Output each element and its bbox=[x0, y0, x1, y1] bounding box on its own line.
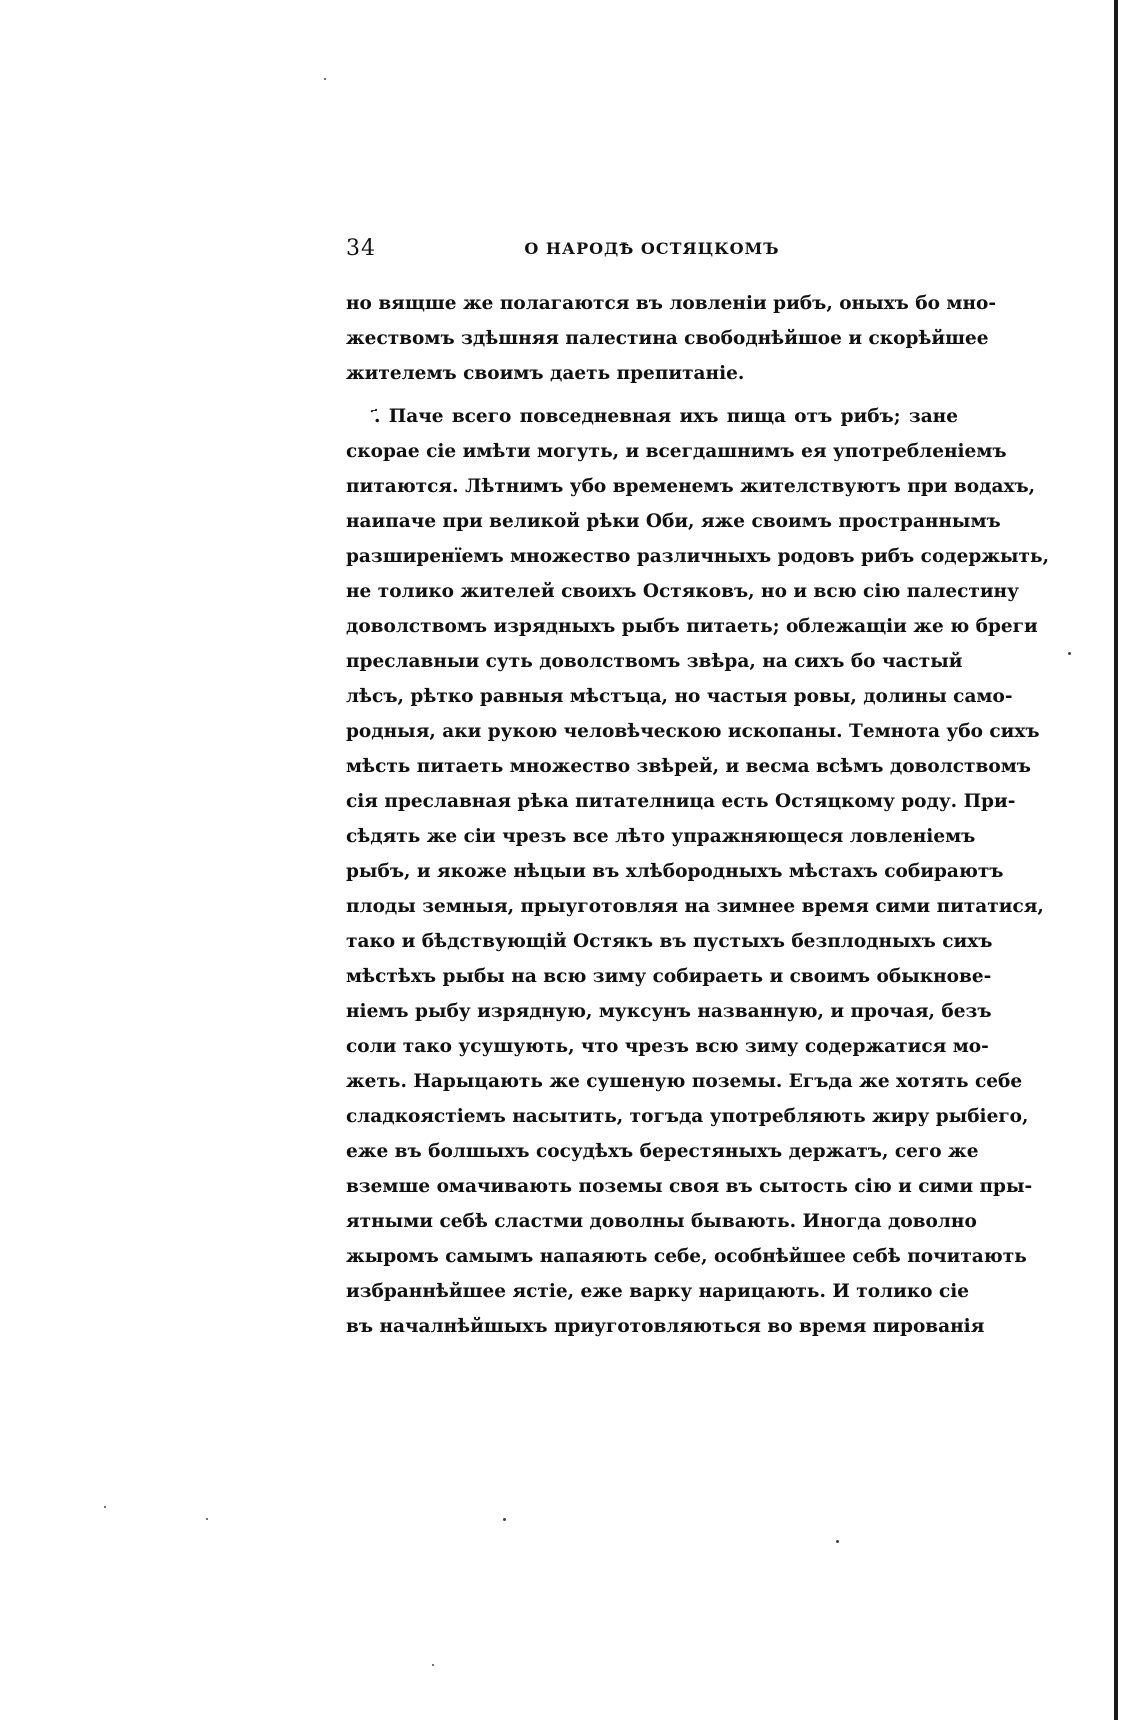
body-text bbox=[346, 286, 1050, 1344]
text-line: доволствомъ изрядныхъ рыбъ питаеть; облежащіи же ю бреги bbox=[346, 616, 1038, 637]
text-line: рыбъ, и якоже нѣцыи въ хлѣбородныхъ мѣстахъ собираютъ bbox=[346, 861, 1004, 882]
text-line: жыромъ самымъ напаяють себе, особнѣйшее себѣ почитають bbox=[346, 1246, 1027, 1267]
text-line: жителемъ своимъ даеть препитаніе. bbox=[346, 363, 745, 384]
running-head: О НАРОДѢ ОСТЯЦКОМЪ bbox=[524, 239, 780, 258]
text-line: наипаче при великой рѣки Оби, яже своимъ пространнымъ bbox=[346, 511, 1001, 532]
text-line: сія преславная рѣка питателница есть Остяцкому роду. При- bbox=[346, 791, 1016, 812]
scan-speck bbox=[1068, 652, 1071, 655]
text-line: родныя, аки рукою человѣческою ископаны. Темнота убо сихъ bbox=[346, 721, 1040, 742]
text-line: жествомъ здѣшняя палестина свободнѣйшое и скорѣйшее bbox=[346, 328, 989, 349]
page-number: 34 bbox=[346, 236, 376, 261]
scan-edge-rule bbox=[1114, 0, 1118, 1720]
text-line: мѣсть питаеть множество звѣрей, и весма всѣмъ доволствомъ bbox=[346, 756, 1031, 777]
scan-speck bbox=[324, 78, 326, 80]
text-line: въ началнѣйшыхъ приуготовляються во время пированія bbox=[346, 1316, 985, 1337]
text-line: питаются. Лѣтнимъ убо временемъ жителствуютъ при водахъ, bbox=[346, 476, 1036, 497]
scan-speck bbox=[104, 1506, 106, 1508]
text-line: лѣсъ, рѣтко равныя мѣстъца, но частыя ровы, долины само- bbox=[346, 686, 1013, 707]
text-line: ҃. Паче всего повседневная ихъ пища отъ рибъ; зане bbox=[374, 406, 958, 427]
text-line: еже въ болшыхъ сосудѣхъ берестяныхъ держатъ, сего же bbox=[346, 1141, 979, 1162]
text-line: не толико жителей своихъ Остяковъ, но и всю сію палестину bbox=[346, 581, 1019, 602]
scan-speck bbox=[432, 1664, 434, 1666]
scan-speck bbox=[206, 1518, 208, 1520]
text-line: сѣдять же сіи чрезъ все лѣто упражняющеся ловленіемъ bbox=[346, 826, 976, 847]
text-line: ятными себѣ сластми доволны бывають. Иногда доволно bbox=[346, 1211, 977, 1232]
text-line: жеть. Нарыцають же сушеную поземы. Егъда же хотять себе bbox=[346, 1071, 1023, 1092]
page-header bbox=[346, 236, 958, 270]
text-line: соли тако усушують, что чрезъ всю зиму содержатися мо- bbox=[346, 1036, 989, 1057]
text-line: тако и бѣдствующій Остякъ въ пустыхъ безплодныхъ сихъ bbox=[346, 931, 993, 952]
text-line: вземше омачивають поземы своя въ сытость сію и сими пры- bbox=[346, 1176, 1033, 1197]
text-line: преславныи суть доволствомъ звѣра, на сихъ бо частый bbox=[346, 651, 963, 672]
text-line: сладкоястіемъ насытить, тогъда употребляють жиру рыбіего, bbox=[346, 1106, 1029, 1127]
text-line: плоды земныя, прыуготовляя на зимнее время сими питатися, bbox=[346, 896, 1044, 917]
text-line: ніемъ рыбу изрядную, муксунъ названную, и прочая, безъ bbox=[346, 1001, 992, 1022]
text-line: избраннѣйшее ястіе, еже варку нарицають. И толико сіе bbox=[346, 1281, 970, 1302]
text-line: скорае сіе имѣти могуть, и всегдашнимъ ея употребленіемъ bbox=[346, 441, 1007, 462]
scan-speck bbox=[503, 1518, 506, 1521]
text-line: разширенїемъ множество различныхъ родовъ рибъ содержыть, bbox=[346, 546, 1050, 567]
text-line: мѣстѣхъ рыбы на всю зиму собираеть и своимъ обыкнове- bbox=[346, 966, 992, 987]
scan-speck bbox=[836, 1540, 839, 1543]
text-line: но вящше же полагаются въ ловленіи рибъ, оныхъ бо мно- bbox=[346, 293, 997, 314]
